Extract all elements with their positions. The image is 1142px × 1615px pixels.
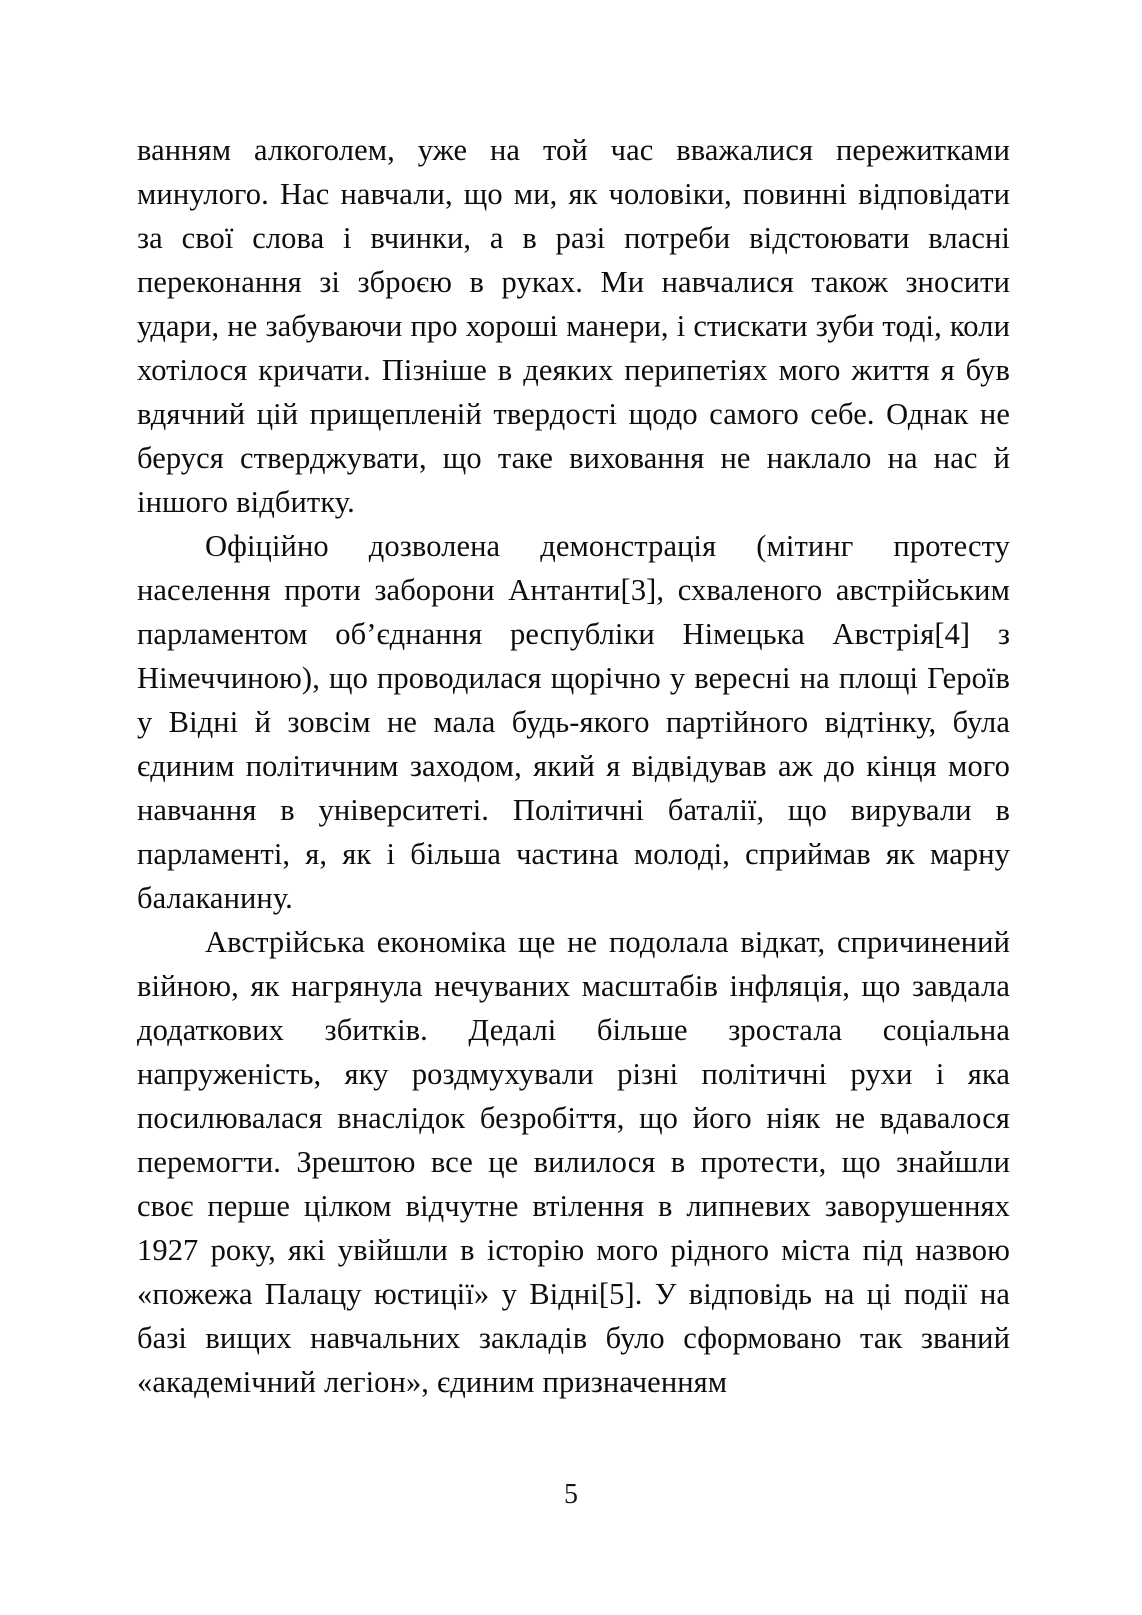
page-number: 5 xyxy=(564,1479,578,1510)
paragraph-continued: ванням алкоголем, уже на той час вважалися пережитками минулого. Нас навчали, що ми, як чоловіки, повинні відповідати за свої слова і вчинки, а в разі потреби відстоювати власні переконання зі зброєю в руках. Ми навчалися також зносити удари, не забуваючи про хороші манери, і стискати зуби тоді, коли хотілося кричати. Пізніше в деяких перипетіях мого життя я був вдячний цій прищепленій твердості щодо самого себе. Однак не беруся стверджувати, що таке виховання не наклало на нас й іншого відбитку. xyxy=(137,133,1010,519)
paragraph-economy: Австрійська економіка ще не подолала відкат, спричинений війною, як нагрянула нечуваних масштабів інфляція, що завдала додаткових збитків. Дедалі більше зростала соціальна напруженість, яку роздмухували різні політичні рухи і яка посилювалася внаслідок безробіття, що його ніяк не вдавалося перемогти. Зрештою все це вилилося в протести, що знайшли своє перше цілком відчутне втілення в липневих заворушеннях 1927 року, які увійшли в історію мого рідного міста під назвою «пожежа Палацу юстиції» у Відні[5]. У відповідь на ці події на базі вищих навчальних закладів було сформовано так званий «академічний легіон», єдиним призначенням xyxy=(137,925,1010,1399)
paragraph-demonstration: Офіційно дозволена демонстрація (мітинг протесту населення проти заборони Антанти[3], схваленого австрійським парламентом об’єднання республіки Німецька Австрія[4] з Німеччиною), що проводилася щорічно у вересні на площі Героїв у Відні й зовсім не мала будь-якого партійного відтінку, була єдиним політичним заходом, який я відвідував аж до кінця мого навчання в університеті. Політичні баталії, що вирували в парламенті, я, як і більша частина молоді, сприймав як марну балаканину. xyxy=(137,529,1010,915)
page-text-block xyxy=(137,128,1010,1404)
